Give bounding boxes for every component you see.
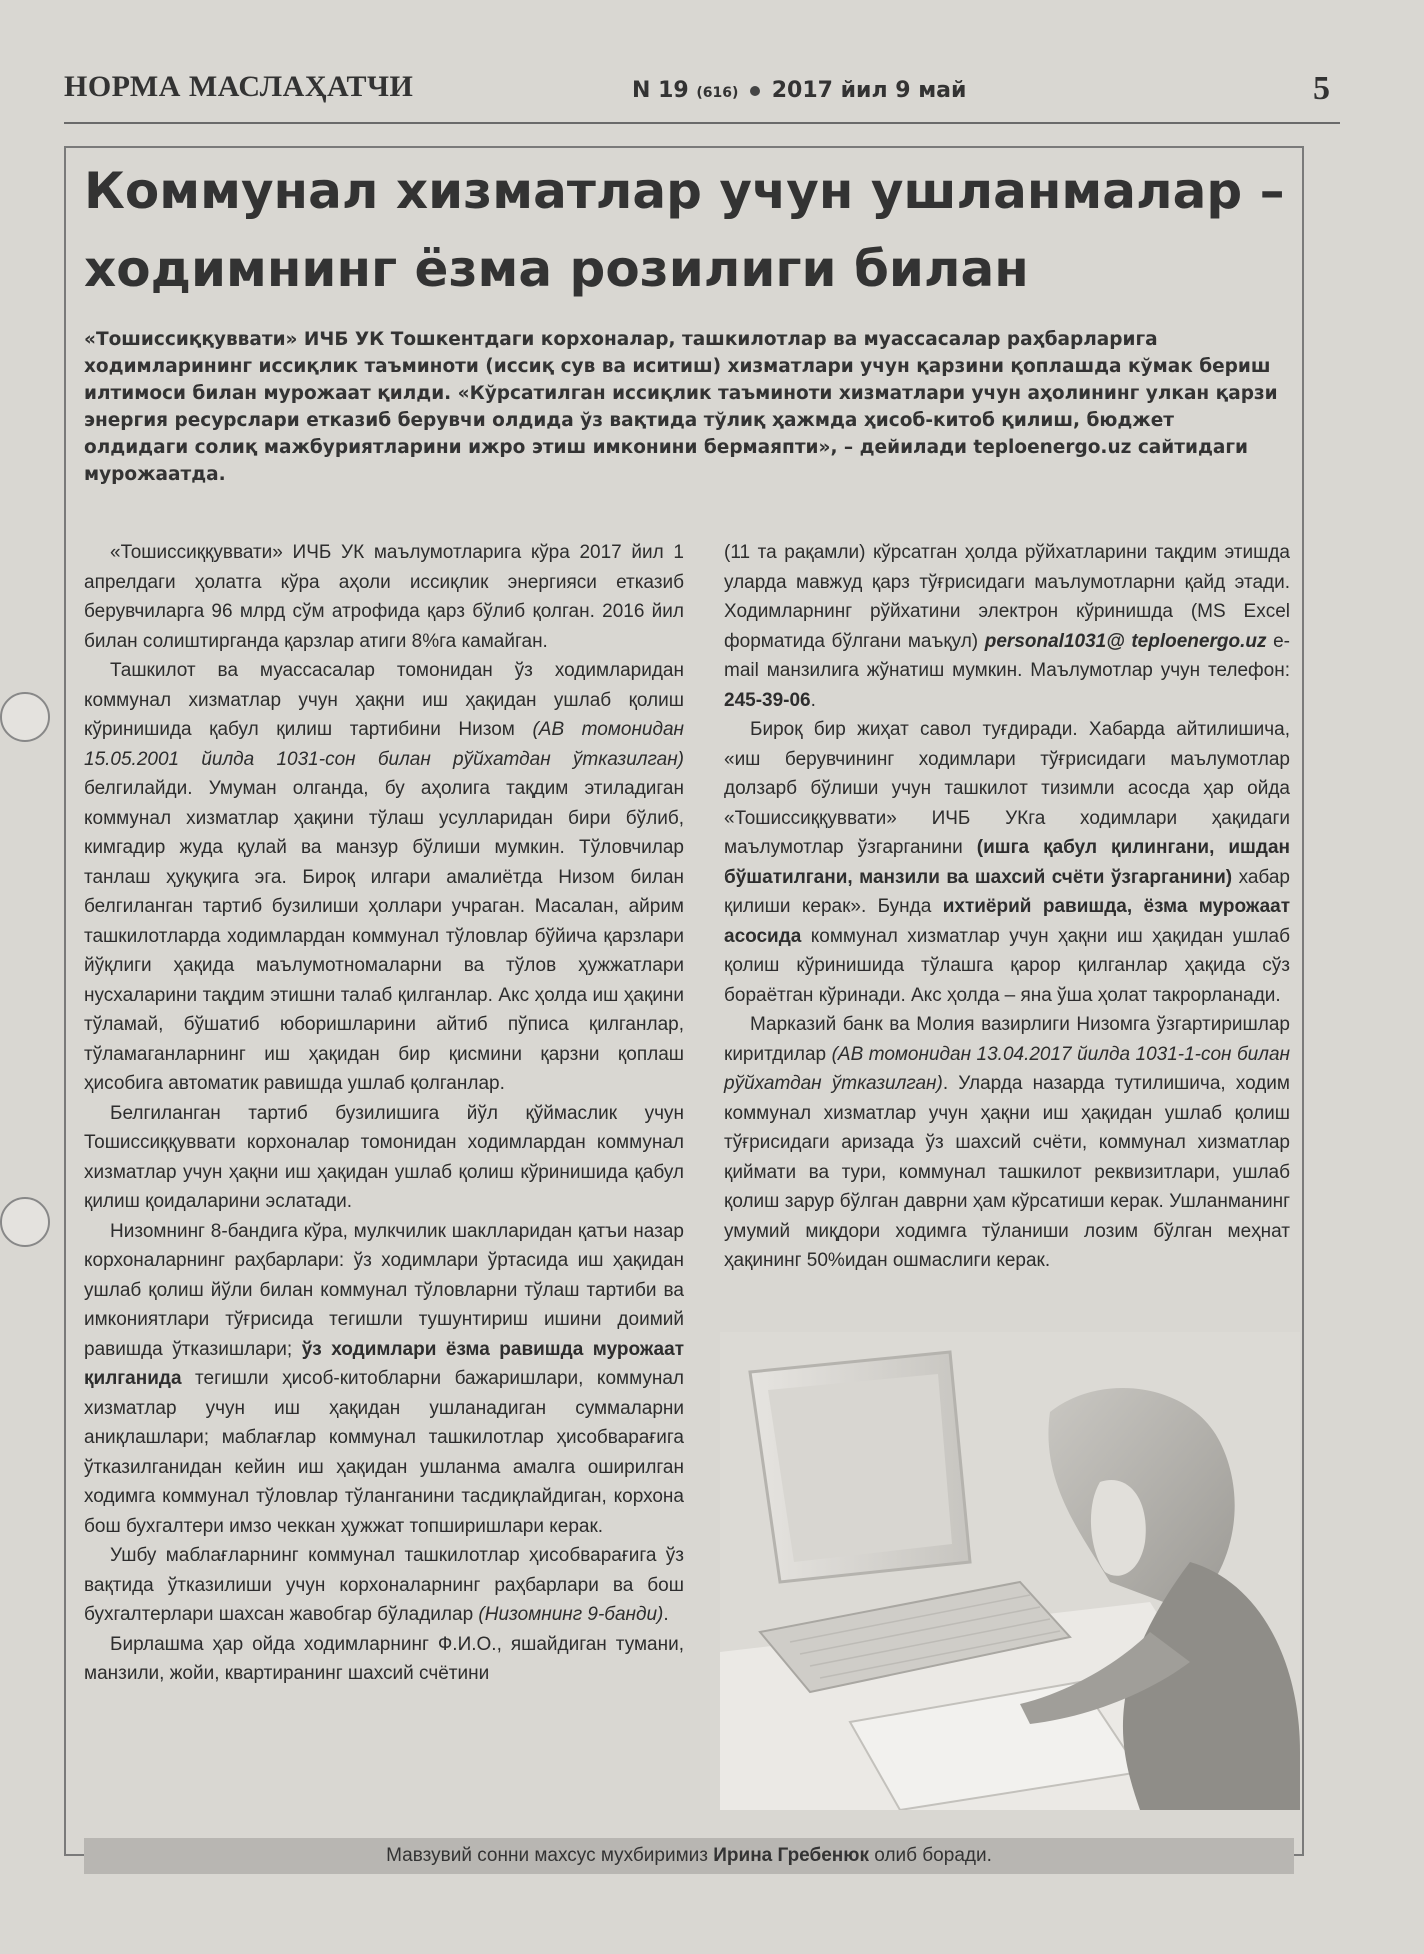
article-column-left <box>84 538 684 1689</box>
email-address: personal1031@ teploenergo.uz <box>984 630 1267 652</box>
bullet-dot <box>750 86 760 96</box>
issue-info <box>632 78 966 103</box>
paragraph: Ташкилот ва муассасалар томонидан ўз ходимларидан коммунал хизматлар учун ҳақни иш ҳақидан ушлаб қолиш кўринишида қабул қилиш тартибини Низом (АВ томонидан 15.05.2001 йилда 1031-сон билан рўйхатдан ўтказилган) белгилайди. Умуман олганда, бу аҳолига тақдим этиладиган коммунал хизматлар ҳақини тўлаш усулларидан бири бўлиб, кимгадир жуда қулай ва манзур бўлиши мумкин. Тўловчилар танлаш ҳуқуқига эга. Бироқ илгари амалиётда Низом билан белгиланган тартиб бузилиши ҳоллари учраган. Масалан, айрим ташкилотларда ходимлардан коммунал тўловлар бўйича қарзлари йўқлиги ҳақида маълумотномаларни ва тўлов ҳужжатлари нусхаларини тақдим этишни талаб қилганлар. Акс ҳолда иш ҳақини тўламай, бўшатиб юборишларини айтиб пўписа қилганлар, тўламаганларнинг иш ҳақидан бир қисмини қарзни қоплаш ҳисобига автоматик равишда ушлаб қолганлар. <box>84 660 685 1094</box>
paragraph: Марказий банк ва Молия вазирлиги Низомга ўзгартиришлар киритдилар (АВ томонидан 13.04.2017 йилда 1031-1-сон билан рўйхатдан ўтказилган). Уларда назарда тутилишича, ходим коммунал хизматлар учун ҳақни иш ҳақидан ушлаб қолиш тўғрисидаги аризада ўз шахсий счёти, коммунал хизматлар қиймати ва тури, коммунал ташкилот реквизитлари, ушлаб қолиш зарур бўлган даврни ҳам кўрсатиши керак. Ушланманинг умумий миқдори ходимга тўланиши лозим бўлган меҳнат ҳақининг 50%идан ошмаслиги керак. <box>724 1014 1290 1271</box>
phone-number: 245-39-06 <box>724 689 811 711</box>
masthead: НОРМА МАСЛАҲАТЧИ <box>64 70 414 103</box>
woman-at-computer-illustration <box>720 1332 1300 1810</box>
article-title: Коммунал хизматлар учун ушланмалар – ходимнинг ёзма розилиги билан <box>84 162 1285 298</box>
header-rule <box>64 122 1340 124</box>
paragraph: Низомнинг 8-бандига кўра, мулкчилик шаклларидан қатъи назар корхоналарнинг раҳбарлари: ўз ходимлари ўртасида иш ҳақидан ушлаб қолиш йўли билан коммунал тўловларни тўлаш тартиби ва имкониятлари тўғрисида тегишли тушунтириш ишини доимий равишда ўтказишлари; ўз ходимлари ёзма равишда мурожаат қилганида тегишли ҳисоб-китобларни бажаришлари, коммунал хизматлар учун иш ҳақидан ушланадиган суммаларни аниқлашлари; маблағлар коммунал ташкилотлар ҳисобварағига ўтказилганидан кейин иш ҳақидан ушланма амалга оширилган ходимга коммунал тўловлар тўланганини тасдиқлайдиган, корхона бош бухгалтери имзо чеккан ҳужжат топширишлари керак. <box>84 1220 684 1537</box>
paragraph: Белгиланган тартиб бузилишига йўл қўймаслик учун Тошиссиққуввати корхоналар томонидан ходимлардан коммунал хизматлар учун ҳақни иш ҳақидан ушлаб қолиш кўринишида қабул қилиш қоидаларини эслатади. <box>84 1102 684 1212</box>
issue-serial: (616) <box>696 85 739 101</box>
page-number: 5 <box>1313 70 1330 107</box>
paragraph: Ушбу маблағларнинг коммунал ташкилотлар ҳисобварағига ўз вақтида ўтказилиши учун корхоналарнинг раҳбарлари ва бош бухгалтерлари шахсан жавобгар бўладилар (Низомнинг 9-банди). <box>84 1545 684 1625</box>
paragraph: (11 та рақамли) кўрсатган ҳолда рўйхатларини тақдим этишда уларда мавжуд қарз тўғрисидаги маълумотларни қайд этади. Ходимларнинг рўйхатини электрон кўринишда (MS Excel форматида бўлгани маъқул) personal1031@ teploenergo.uz e-mail манзилига жўнатиш мумкин. Маълумотлар учун телефон: 245-39-06. <box>724 542 1290 711</box>
author-name: Ирина Гребенюк <box>713 1845 870 1866</box>
article-photo <box>720 1332 1300 1810</box>
article-lead: «Тошиссиққуввати» ИЧБ УК Тошкентдаги корхоналар, ташкилотлар ва муассасалар раҳбарларига ходимларининг иссиқлик таъминоти (иссиқ сув ва иситиш) хизматлари учун қарзини қоплашда кўмак бериш илтимоси билан мурожаат қилди. «Кўрсатилган иссиқлик таъминоти хизматлари учун аҳолининг улкан қарзи энергия ресурслари етказиб берувчи олдида ўз вақтида тўлиқ ҳажмда ҳисоб-китоб қилиш, бюджет олдидаги солиқ мажбуриятларини ижро этиш имконини бермаяпти», – дейилади teploenergo.uz сайтидаги мурожаатда. <box>84 329 1278 485</box>
paragraph: Бирлашма ҳар ойда ходимларнинг Ф.И.О., яшайдиган тумани, манзили, жойи, квартиранинг шахсий счётини <box>84 1633 684 1684</box>
issue-number: N 19 <box>632 78 689 103</box>
article-column-right <box>724 538 1290 1276</box>
author-credit: Мавзувий сонни махсус мухбиримиз Ирина Гребенюк олиб боради. <box>84 1838 1294 1874</box>
binder-hole <box>0 1197 50 1247</box>
binder-hole <box>0 692 50 742</box>
paragraph: «Тошиссиққуввати» ИЧБ УК маълумотларига кўра 2017 йил 1 апрелдаги ҳолатга кўра аҳоли иссиқлик энергияси етказиб берувчиларга 96 млрд сўм атрофида қарз бўлиб қолган. 2016 йил билан солиштирганда қарзлар атиги 8%га камайган. <box>84 542 684 652</box>
issue-date: 2017 йил 9 май <box>771 78 967 103</box>
paragraph: Бироқ бир жиҳат савол туғдиради. Хабарда айтилишича, «иш берувчининг ходимлари тўғрисидаги маълумотлар долзарб бўлиши учун ташкилот тизимли асосда ҳар ойда «Тошиссиққуввати» ИЧБ УКга ходимлари ҳақидаги маълумотлар ўзгарганини (ишга қабул қилингани, ишдан бўшатилгани, манзили ва шахсий счёти ўзгарганини) хабар қилиши керак». Бунда ихтиёрий равишда, ёзма мурожаат асосида коммунал хизматлар учун ҳақни иш ҳақидан ушлаб қолиш кўринишида тўлашга қарор қилганлар ҳақида сўз бораётган кўринади. Акс ҳолда – яна ўша ҳолат такрорланади. <box>724 719 1291 1006</box>
